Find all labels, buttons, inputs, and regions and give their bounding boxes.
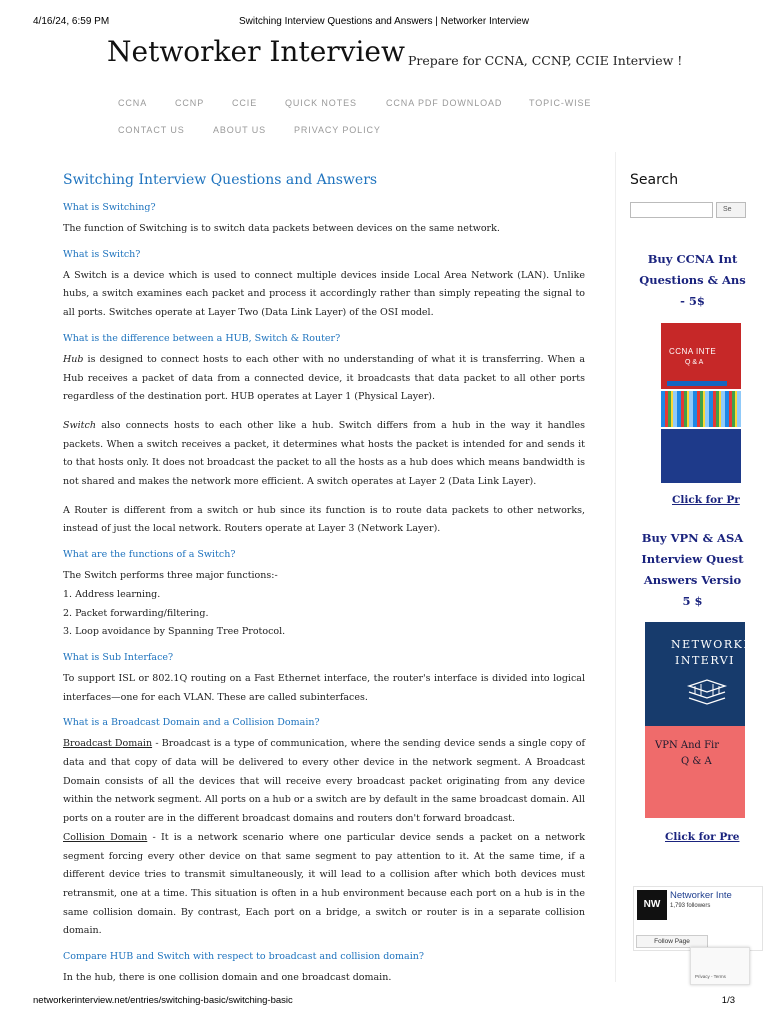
question-heading: What is Switching? <box>63 202 156 213</box>
nav-item-privacy-policy[interactable]: PRIVACY POLICY <box>294 125 381 135</box>
qa-section <box>63 201 585 239</box>
print-page-number: 1/3 <box>721 995 735 1006</box>
site-title[interactable]: Networker Interview <box>107 35 405 68</box>
search-heading: Search <box>630 172 679 188</box>
content-sidebar-divider <box>615 152 616 982</box>
recaptcha-terms[interactable]: Privacy - Terms <box>695 974 726 979</box>
vpn-click-for-preview-link[interactable]: Click for Pre <box>665 831 740 843</box>
site-tagline: Prepare for CCNA, CCNP, CCIE Interview ! <box>408 53 683 68</box>
promo-line: Buy CCNA Int <box>647 252 738 266</box>
book-cover-top <box>645 622 753 726</box>
qa-section <box>63 248 585 323</box>
sidebar <box>630 152 753 1002</box>
book-cover-subtitle: Q & A <box>685 359 704 366</box>
collision-domain-term: Collision Domain <box>63 831 148 843</box>
broadcast-domain-term: Broadcast Domain <box>63 738 153 750</box>
list-item: 1. Address learning. <box>63 588 161 600</box>
ccna-book-cover-image[interactable] <box>661 323 741 483</box>
promo-line: 5 $ <box>682 594 703 608</box>
book-cover-title-2: INTERVI <box>675 654 736 667</box>
article-title[interactable]: Switching Interview Questions and Answers <box>63 172 378 188</box>
book-cover-bottom <box>645 726 745 818</box>
search-input[interactable] <box>630 202 713 218</box>
collision-domain-answer <box>63 829 585 941</box>
switch-answer <box>63 417 585 492</box>
nav-item-ccnp[interactable]: CCNP <box>175 98 205 108</box>
page-logo[interactable]: NW <box>637 890 667 920</box>
list-item: 2. Packet forwarding/filtering. <box>63 607 209 619</box>
question-heading: What is the difference between a HUB, Switch & Router? <box>63 332 341 344</box>
hub-term: Hub <box>63 353 84 365</box>
follow-page-button[interactable]: Follow Page <box>636 935 708 948</box>
network-cables-photo <box>661 391 741 427</box>
question-heading: What is a Broadcast Domain and a Collision Domain? <box>63 717 320 729</box>
article <box>63 172 585 997</box>
broadcast-domain-answer <box>63 735 585 829</box>
answer-text: The function of Switching is to switch data packets between devices on the same network. <box>63 223 500 234</box>
promo-line: Interview Quest <box>641 552 744 566</box>
book-cover-banner <box>667 381 727 386</box>
nav-item-about-us[interactable]: ABOUT US <box>213 125 267 135</box>
facebook-page-widget <box>633 886 763 951</box>
book-cover-subtitle: VPN And Fir <box>655 740 720 751</box>
ccna-click-for-preview-link[interactable]: Click for Pr <box>672 494 740 506</box>
nav-item-ccna-pdf-download[interactable]: CCNA PDF DOWNLOAD <box>386 98 503 108</box>
book-stack-icon <box>687 672 727 710</box>
print-header <box>33 16 735 30</box>
hub-text: is designed to connect hosts to each other with no understanding of what it is transferring. When a Hub receives a packet of data from a connected device, it broadcasts that data packet to all other ports regardless of the destination port. HUB operates at Layer 1 (Physical Layer). <box>63 353 585 403</box>
promo-line: Answers Versio <box>643 573 742 587</box>
print-footer <box>33 995 735 1007</box>
nav-item-contact-us[interactable]: CONTACT US <box>118 125 185 135</box>
qa-section <box>63 716 585 941</box>
nav-item-topic-wise[interactable]: TOPIC-WISE <box>529 98 592 108</box>
book-cover-bottom <box>661 429 741 483</box>
qa-section <box>63 950 585 988</box>
answer-intro: The Switch performs three major functions:- <box>63 570 278 582</box>
nav-item-ccie[interactable]: CCIE <box>232 98 258 108</box>
nav-item-ccna[interactable]: CCNA <box>118 98 148 108</box>
promo-line: Buy VPN & ASA <box>641 531 744 545</box>
nav-item-quick-notes[interactable]: QUICK NOTES <box>285 98 357 108</box>
answer-text: A Switch is a device which is used to connect multiple devices inside Local Area Network (LAN). Unlike hubs, a switch examines each packet and process it accordingly rather than simply repeating the signal to all ports. Switches operate at Layer Two (Data Link Layer) of the OSI model. <box>63 269 585 319</box>
hub-answer <box>63 351 585 407</box>
question-heading: What is Switch? <box>63 248 141 260</box>
broadcast-domain-text: - Broadcast is a type of communication, where the sending device sends a single copy of data and that copy of data will be delivered to every other device in the network segment. A Broadcast Domain consists of all the devices that will receive every broadcast packet originating from any device within the network segment. All ports on a hub or a switch are by default in the same broadcast domain. All ports on a router are in the different broadcast domains and routers don't forward broadcast. <box>63 738 585 825</box>
vpn-asa-promo-heading[interactable] <box>630 528 755 612</box>
book-cover-subtitle-2: Q & A <box>681 756 712 767</box>
switch-text: also connects hosts to each other like a hub. Switch differs from a hub in the way it handles packets. When a switch receives a packet, it determines what hosts the packet is intended for and sends it to that hosts only. It does not broadcast the packet to all the hosts as a hub does which means bandwidth is not shared and makes the network more efficient. A switch operates at Layer 2 (Data Link Layer). <box>63 419 585 488</box>
print-url: networkerinterview.net/entries/switching-basic/switching-basic <box>33 995 293 1006</box>
book-cover-title: NETWORKE <box>671 638 753 651</box>
print-datetime: 4/16/24, 6:59 PM <box>33 16 110 27</box>
qa-section <box>63 332 585 539</box>
question-heading: What are the functions of a Switch? <box>63 549 236 561</box>
print-page-title: Switching Interview Questions and Answers | Networker Interview <box>239 16 529 27</box>
switch-term: Switch <box>63 419 96 431</box>
promo-line: - 5$ <box>680 294 705 308</box>
collision-domain-text: - It is a network scenario where one particular device sends a packet on a network segment forcing every other device on that same segment to pay attention to it. At the same time, if a different device tries to transmit simultaneously, it will lead to a collision after which both devices must retransmit, one at a time. This situation is often in a hub environment because each port on a hub is in the same collision domain. By contrast, Each port on a bridge, a switch or router is in a separate collision domain. <box>63 831 586 937</box>
page-name-link[interactable]: Networker Inte <box>670 890 732 901</box>
promo-line: Questions & Ans <box>639 273 746 287</box>
ccna-promo-heading[interactable] <box>630 249 755 312</box>
question-heading: Compare HUB and Switch with respect to broadcast and collision domain? <box>63 951 424 963</box>
question-heading: What is Sub Interface? <box>63 651 174 663</box>
qa-section <box>63 651 585 707</box>
vpn-book-cover-image[interactable] <box>645 622 753 818</box>
book-cover-top <box>661 323 741 389</box>
answer-text: In the hub, there is one collision domain and one broadcast domain. <box>63 972 392 984</box>
book-cover-title: CCNA INTE <box>669 347 717 356</box>
follower-count: 1,793 followers <box>670 903 711 909</box>
answer-text: To support ISL or 802.1Q routing on a Fast Ethernet interface, the router's interface is divided into logical interfaces—one for each VLAN. These are called subinterfaces. <box>63 672 585 703</box>
recaptcha-badge[interactable] <box>690 947 750 985</box>
router-answer: A Router is different from a switch or hub since its function is to route data packets to other networks, instead of just the local network. Routers operate at Layer 3 (Network Layer). <box>63 504 585 535</box>
qa-section <box>63 548 585 642</box>
list-item: 3. Loop avoidance by Spanning Tree Protocol. <box>63 626 286 638</box>
search-button[interactable]: Se <box>716 202 746 218</box>
